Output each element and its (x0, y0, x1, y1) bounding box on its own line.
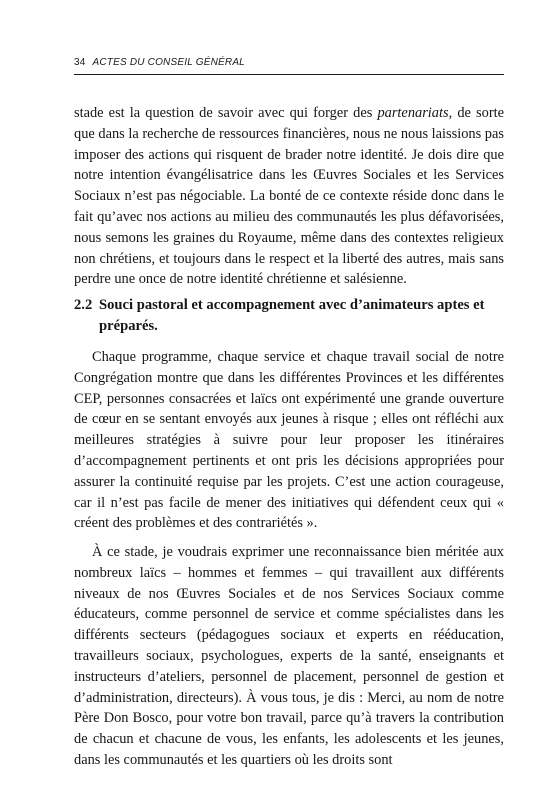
section-number: 2.2 (74, 297, 93, 313)
running-title: ACTES DU CONSEIL GÉNÉRAL (92, 57, 245, 68)
header-rule (74, 74, 504, 75)
page-number: 34 (74, 57, 86, 68)
paragraph (74, 103, 504, 290)
paragraph: À ce stade, je voudrais exprimer une reconnaissance bien méritée aux nombreux laïcs – hommes et femmes – qui travaillent aux différents niveaux de nos Œuvres Sociales et de nos Services Sociaux comme éducateurs, comme personnel de service et comme spécialistes dans les différents secteurs (pédagogues sociaux et experts en rééducation, travailleurs sociaux, psychologues, experts de la santé, enseignants et instructeurs d’ateliers, personnel de placement, personnel de gestion et d’administration, directeurs). À vous tous, je dis : Merci, au nom de notre Père Don Bosco, pour votre bon travail, parce qu’à travers la contribution de chacun et chacune de vous, les enfants, les adolescents et les jeunes, dans les communautés et les quartiers où les droits sont (74, 544, 504, 768)
running-header (74, 57, 504, 68)
paragraph-text: stade est la question de savoir avec qui forger des (74, 105, 378, 121)
section-title: Souci pastoral et accompagnement avec d’animateurs aptes et préparés. (99, 297, 485, 334)
section-heading (74, 295, 504, 337)
paragraph-text: , de sorte que dans la recherche de ressources financières, nous ne nous laissions pas imposer des actions qui risquent de brader notre identité. Je dois dire que notre intention évangélisatrice dans les Œuvres Sociales et les Services Sociaux n’est pas négociable. La bonté de ce contexte réside donc dans le fait qu’avec nos actions au milieu des communautés les plus défavorisées, nous semons les graines du Royaume, même dans des contextes religieux non chrétiens, et toujours dans le respect et la liberté des autres, mais sans perdre une once de notre identité chrétienne et salésienne. (74, 105, 504, 288)
emphasized-term: partenariats (377, 105, 449, 121)
paragraph: Chaque programme, chaque service et chaque travail social de notre Congrégation montre que dans les différentes Provinces et les différentes CEP, personnes consacrées et laïcs ont expérimenté une grande ouverture de cœur en se sentant envoyés aux jeunes à risque ; elles ont réfléchi aux meilleures stratégies à suivre pour leur proposer les itinéraires d’accompagnement pertinents et ont pris les décisions appropriées pour assurer la continuité requise par les projets. C’est une action courageuse, car il n’est pas facile de mener des initiatives qui défendent ceux qui « créent des problèmes et des contrariétés ». (74, 349, 504, 532)
